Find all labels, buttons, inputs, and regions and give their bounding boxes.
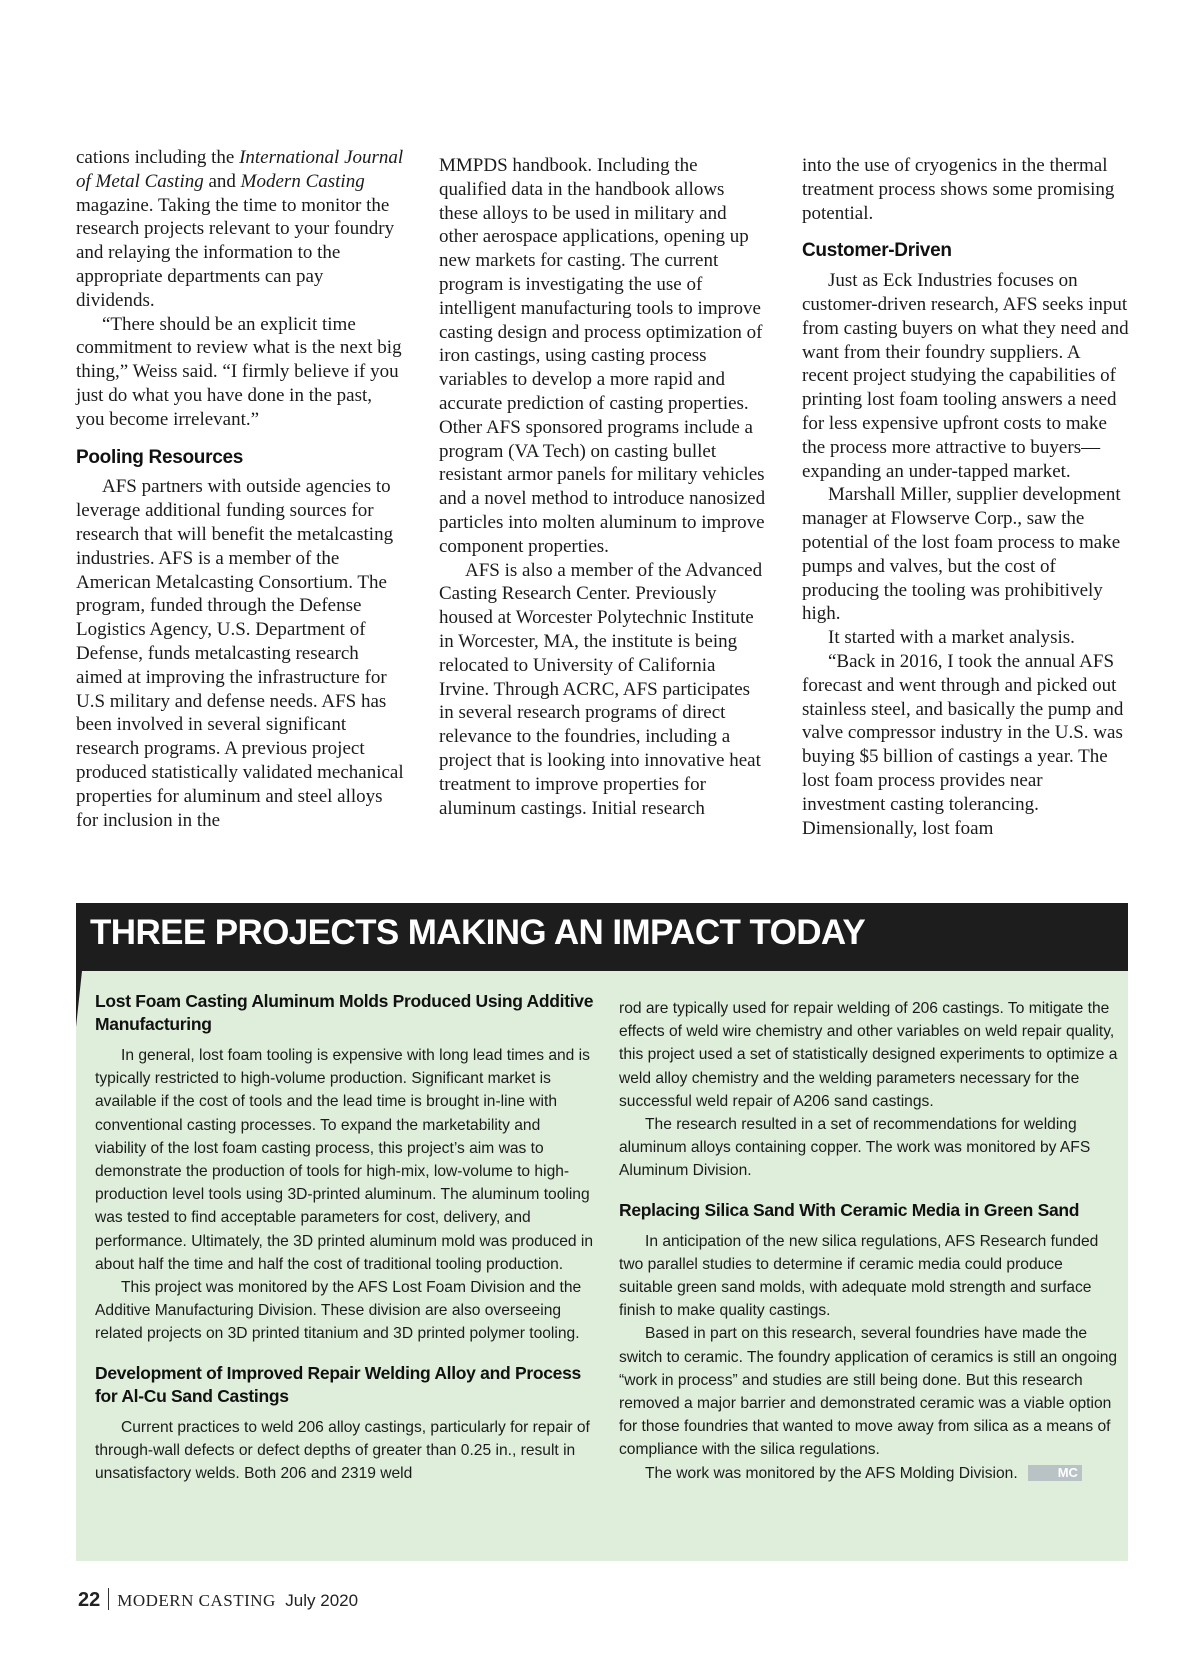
sidebar-paragraph: In anticipation of the new silica regulations, AFS Research funded two parallel studies to determine if ceramic media could produce suitable green sand molds, with adequate mold strength and surface finish to make quality castings.: [619, 1232, 1099, 1320]
footer-divider: [108, 1588, 109, 1610]
article-paragraph: It started with a market analysis.: [828, 627, 1075, 649]
sidebar-subheading: Development of Improved Repair Welding Alloy and Process for Al-Cu Sand Castings: [95, 1362, 581, 1406]
article-paragraph: “There should be an explicit time commitment to review what is the next big thing,” Weiss said. “I firmly believe if you just do what you have done in the past, you become irrelevant.”: [76, 313, 402, 430]
sidebar-paragraph: In general, lost foam tooling is expensive with long lead times and is typically restricted to high-volume production. Significant market is available if the cost of tools and the lead time is brought in-line with conventional casting processes. To expand the marketability and viability of the lost foam casting process, this project’s aim was to demonstrate the production of tools for high-mix, low-volume to high-production level tools using 3D-printed aluminum. The aluminum tooling was tested to find acceptable parameters for cost, delivery, and performance. Ultimately, the 3D printed aluminum mold was produced in about half the time and half the cost of traditional tooling production.: [95, 1047, 594, 1273]
article-column-1: [76, 146, 404, 832]
article-paragraph: [76, 146, 404, 313]
sidebar-paragraph: rod are typically used for repair welding of 206 castings. To mitigate the effects of weld wire chemistry and other variables on weld repair quality, this project used a set of statistically designed experiments to optimize a weld alloy chemistry and the welding parameters necessary for the successful weld repair of A206 sand castings.: [619, 1000, 1118, 1110]
article-paragraph: AFS partners with outside agencies to leverage additional funding sources for research that will benefit the metalcasting industries. AFS is a member of the American Metalcasting Consortium. The program, funded through the Defense Logistics Agency, U.S. Department of Defense, funds metalcasting research aimed at improving the infrastructure for U.S military and defense needs. AFS has been involved in several significant research programs. A previous project produced statistically validated mechanical properties for aluminum and steel alloys for inclusion in the: [76, 476, 404, 831]
sidebar-column-2: [619, 997, 1119, 1485]
page-footer: [78, 1588, 358, 1612]
article-paragraph: Marshall Miller, supplier development manager at Flowserve Corp., saw the potential of the lost foam process to make pumps and valves, but the cost of producing the tooling was prohibitively high.: [802, 484, 1121, 625]
sidebar-paragraph: Based in part on this research, several foundries have made the switch to ceramic. The foundry application of ceramics is still an ongoing “work in process” and studies are still being done. But this research removed a major barrier and demonstrated ceramic was a viable option for those foundries that wanted to move away from silica as a means of compliance with the silica regulations.: [619, 1325, 1118, 1459]
article-paragraph: Just as Eck Industries focuses on customer-driven research, AFS seeks input from casting buyers on what they need and want from their foundry suppliers. A recent project studying the capabilities of printing lost foam tooling answers a need for less expensive upfront costs to make the process more attractive to buyers—expanding an under-tapped market.: [802, 270, 1129, 482]
publication-title: International Journal of Metal Casting: [76, 147, 404, 192]
sidebar-subheading: Lost Foam Casting Aluminum Molds Produced Using Additive Manufacturing: [95, 991, 594, 1034]
sidebar-column-1: [95, 990, 595, 1485]
sidebar-paragraph: [619, 1462, 1119, 1485]
text-run: magazine. Taking the time to monitor the research projects relevant to your foundry and relaying the information to the appropriate departments can pay dividends.: [76, 194, 395, 311]
mc-end-mark-icon: MC: [1028, 1465, 1082, 1481]
sidebar-subheading: Replacing Silica Sand With Ceramic Media in Green Sand: [619, 1199, 1080, 1220]
sidebar-paragraph: This project was monitored by the AFS Lost Foam Division and the Additive Manufacturing Division. These division are also overseeing related projects on 3D printed titanium and 3D printed polymer tooling.: [95, 1279, 582, 1343]
section-heading: Pooling Resources: [76, 446, 243, 468]
article-paragraph: MMPDS handbook. Including the qualified data in the handbook allows these alloys to be used in military and other aerospace applications, opening up new markets for casting. The current program is investigating the use of intelligent manufacturing tools to improve casting design and process optimization of iron castings, using casting process variables to develop a more rapid and accurate prediction of casting properties. Other AFS sponsored programs include a program (VA Tech) on casting bullet resistant armor panels for military vehicles and a novel method to introduce nanosized particles into molten aluminum to improve component properties.: [439, 155, 766, 557]
banner-notch: [76, 971, 82, 1027]
text-run: cations including the: [76, 147, 240, 168]
magazine-name: MODERN CASTING: [117, 1591, 276, 1610]
article-column-2: [439, 154, 767, 820]
article-paragraph: “Back in 2016, I took the annual AFS forecast and went through and picked out stainless steel, and basically the pump and valve compressor industry in the U.S. was buying $5 billion of castings a year. The lost foam process provides near investment casting tolerancing. Dimensionally, lost foam: [802, 650, 1124, 839]
article-paragraph: into the use of cryogenics in the thermal treatment process shows some promising potential.: [802, 155, 1115, 224]
publication-title: Modern Casting: [240, 170, 365, 192]
text-run: and: [203, 170, 241, 192]
sidebar-title: THREE PROJECTS MAKING AN IMPACT TODAY: [90, 913, 866, 952]
page-number: 22: [78, 1589, 101, 1611]
sidebar-paragraph: Current practices to weld 206 alloy castings, particularly for repair of through-wall defects or defect depths of greater than 0.25 in., result in unsatisfactory welds. Both 206 and 2319 weld: [95, 1418, 590, 1483]
article-column-3: [802, 154, 1130, 840]
section-heading: Customer-Driven: [802, 240, 952, 262]
sidebar-paragraph: The research resulted in a set of recommendations for welding aluminum alloys containing copper. The work was monitored by AFS Aluminum Division.: [619, 1116, 1091, 1180]
article-paragraph: AFS is also a member of the Advanced Casting Research Center. Previously housed at Worcester Polytechnic Institute in Worcester, MA, the institute is being relocated to University of California Irvine. Through ACRC, AFS participates in several research programs of direct relevance to the foundries, including a project that is looking into innovative heat treatment to improve properties for aluminum castings. Initial research: [439, 559, 763, 819]
text-run: The work was monitored by the AFS Molding Division.: [645, 1464, 1018, 1482]
issue-date: July 2020: [285, 1591, 359, 1610]
sidebar-banner: [76, 903, 1128, 971]
